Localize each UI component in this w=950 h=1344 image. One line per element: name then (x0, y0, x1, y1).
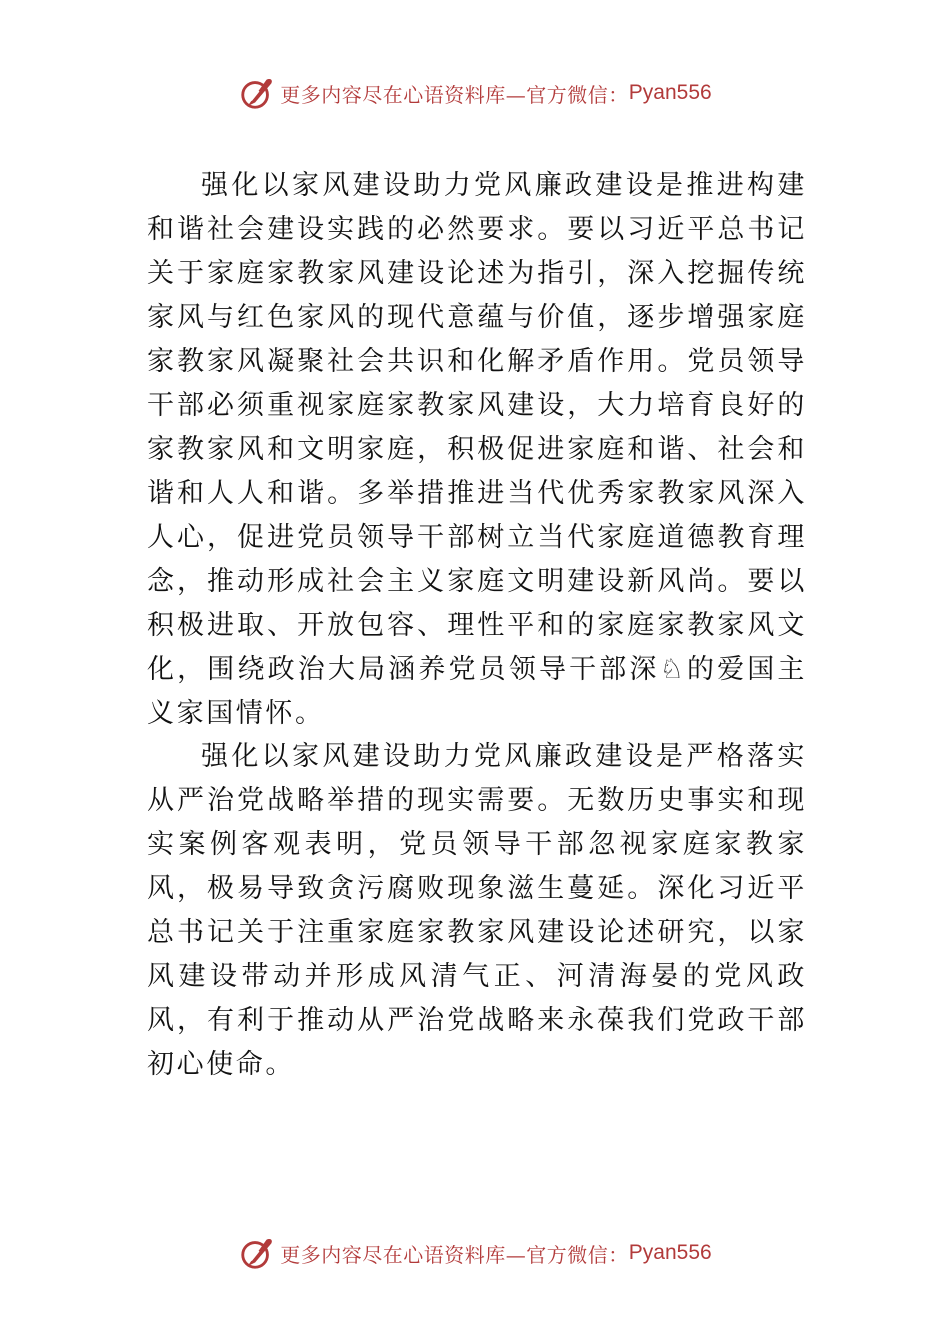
header-banner-text: 更多内容尽在心语资料库—官方微信： (280, 82, 629, 107)
footer-banner (0, 1230, 950, 1276)
paragraph-1: 强化以家风建设助力党风廉政建设是推进构建和谐社会建设实践的必然要求。要以习近平总书记关于家庭家教家风建设论述为指引，深入挖掘传统家风与红色家风的现代意蕴与价值，逐步增强家庭家教家风凝聚社会共识和化解矛盾作用。党员领导干部必须重视家庭家教家风建设，大力培育良好的家教家风和文明家庭，积极促进家庭和谐、社会和谐和人人和谐。多举措推进当代优秀家教家风深入人心，促进党员领导干部树立当代家庭道德教育理念，推动形成社会主义家庭文明建设新风尚。要以积极进取、开放包容、理性平和的家庭家教家风文化，围绕政治大局涵养党员领导干部深♘的爱国主义家国情怀。 (147, 170, 807, 729)
header-wechat-id: Pyan556 (628, 81, 712, 104)
paragraph-2: 强化以家风建设助力党风廉政建设是严格落实从严治党战略举措的现实需要。无数历史事实和现实案例客观表明，党员领导干部忽视家庭家教家风，极易导致贪污腐败现象滋生蔓延。深化习近平总书记关于注重家庭家教家风建设论述研究，以家风建设带动并形成风清气正、河清海晏的党风政风，有利于推动从严治党战略来永葆我们党政干部初心使命。 (147, 741, 807, 1080)
header-banner (0, 70, 950, 116)
quill-pen-logo-icon (238, 1234, 276, 1272)
footer-banner-text: 更多内容尽在心语资料库—官方微信： (280, 1242, 629, 1267)
quill-pen-logo-icon (238, 74, 276, 112)
footer-wechat-id: Pyan556 (628, 1241, 712, 1264)
